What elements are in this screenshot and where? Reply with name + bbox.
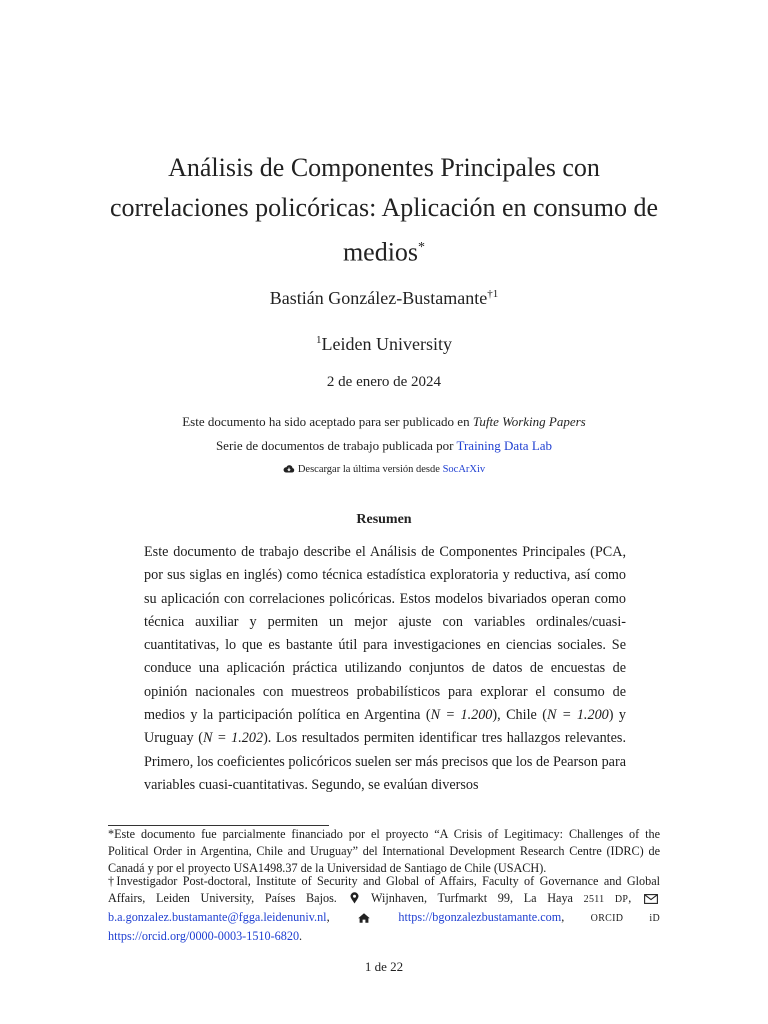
cloud-download-icon bbox=[283, 464, 295, 476]
author-marks[interactable]: †1 bbox=[487, 288, 499, 300]
title-line-2: correlaciones policóricas: Aplicación en consumo de bbox=[110, 193, 658, 222]
author-name: Bastián González-Bustamante bbox=[269, 288, 488, 308]
sample-size-chile: N = 1.200 bbox=[546, 707, 609, 724]
title-line-1: Análisis de Componentes Principales con bbox=[168, 153, 600, 182]
paper-title bbox=[84, 148, 684, 273]
footnote-author-text: †Investigador Post-doctoral, Institute of Security and Global of Affairs, Faculty of Governance and Global Affairs, Leiden University, Países Bajos. bbox=[108, 874, 660, 905]
author bbox=[84, 288, 684, 309]
training-data-lab-link[interactable]: Training Data Lab bbox=[456, 438, 553, 453]
publication-date: 2 de enero de 2024 bbox=[326, 374, 442, 390]
abstract-text-3: ) y Uruguay ( bbox=[144, 707, 626, 747]
title-line-3: medios bbox=[342, 237, 419, 267]
socarxiv-link[interactable]: SocArXiv bbox=[442, 464, 486, 475]
acceptance-note bbox=[84, 414, 684, 430]
footnote-address: Wijnhaven, Turfmarkt 99, La Haya bbox=[360, 891, 584, 905]
acceptance-text: Este documento ha sido aceptado para ser publicado en bbox=[182, 414, 473, 429]
footnote-end: . bbox=[299, 929, 303, 943]
abstract-text-4: ). Los resultados permiten identificar tres hallazgos relevantes. Primero, los coeficientes policóricos suelen ser más precisos que los de Pearson para variables cuasi-cuantitativas. Segundo, se evalúan diversos bbox=[144, 730, 626, 793]
envelope-icon bbox=[644, 892, 658, 909]
website-link[interactable]: https://bgonzalezbustamante.com bbox=[398, 910, 562, 924]
sample-size-uruguay: N = 1.202 bbox=[202, 730, 264, 747]
footnote-postcode: 2511 DP bbox=[583, 894, 629, 905]
series-note bbox=[84, 438, 684, 454]
footnote-separator: , bbox=[326, 910, 330, 924]
journal-name: Tufte Working Papers bbox=[472, 414, 586, 429]
affiliation-mark: 1 bbox=[316, 334, 322, 346]
orcid-link[interactable]: https://orcid.org/0000-0003-1510-6820 bbox=[108, 929, 300, 943]
download-note bbox=[84, 464, 684, 476]
abstract-text-2: ), Chile ( bbox=[492, 707, 547, 724]
footnote-separator: , bbox=[628, 891, 632, 905]
abstract-text-1: Este documento de trabajo describe el Análisis de Componentes Principales (PCA, por sus siglas en inglés) como técnica estadística exploratoria y reductiva, así como su aplicación con correlaciones policóricas. Estos modelos bivariados operan como técnica auxiliar y permiten un mejor ajuste con variables ordinales/cuasi-cuantitativas, lo que es bastante útil para investigaciones en ciencias sociales. Se conduce una aplicación práctica utilizando conjuntos de datos de encuestas de opinión nacionales con muestreos probabilísticos para explorar el consumo de medios y la participación política en Argentina ( bbox=[144, 544, 626, 724]
series-text: Serie de documentos de trabajo publicada por bbox=[215, 438, 457, 453]
map-marker-icon bbox=[350, 892, 359, 909]
affiliation-name: Leiden University bbox=[321, 334, 452, 354]
download-text: Descargar la última versión desde bbox=[297, 464, 443, 475]
page-number: 1 de 22 bbox=[364, 959, 404, 974]
orcid-label: ORCID iD bbox=[590, 913, 661, 924]
abstract-heading: Resumen bbox=[356, 512, 412, 527]
footnote-separator: , bbox=[561, 910, 565, 924]
email-link[interactable]: b.a.gonzalez.bustamante@fgga.leidenuniv.nl bbox=[108, 910, 327, 924]
affiliation bbox=[84, 334, 684, 355]
footnote-author bbox=[108, 873, 660, 945]
home-icon bbox=[358, 911, 370, 928]
title-footnote-mark[interactable]: * bbox=[418, 240, 426, 255]
footnote-funding: *Este documento fue parcialmente financiado por el proyecto “A Crisis of Legitimacy: Challenges of the Political Order in Argentina, Chile and Uruguay” del International Development Research Centre (IDRC) de Canadá y por el proyecto USA1498.37 de la Universidad de Santiago de Chile (USACH). bbox=[108, 827, 660, 875]
sample-size-argentina: N = 1.200 bbox=[430, 707, 493, 724]
abstract-body bbox=[144, 541, 626, 797]
